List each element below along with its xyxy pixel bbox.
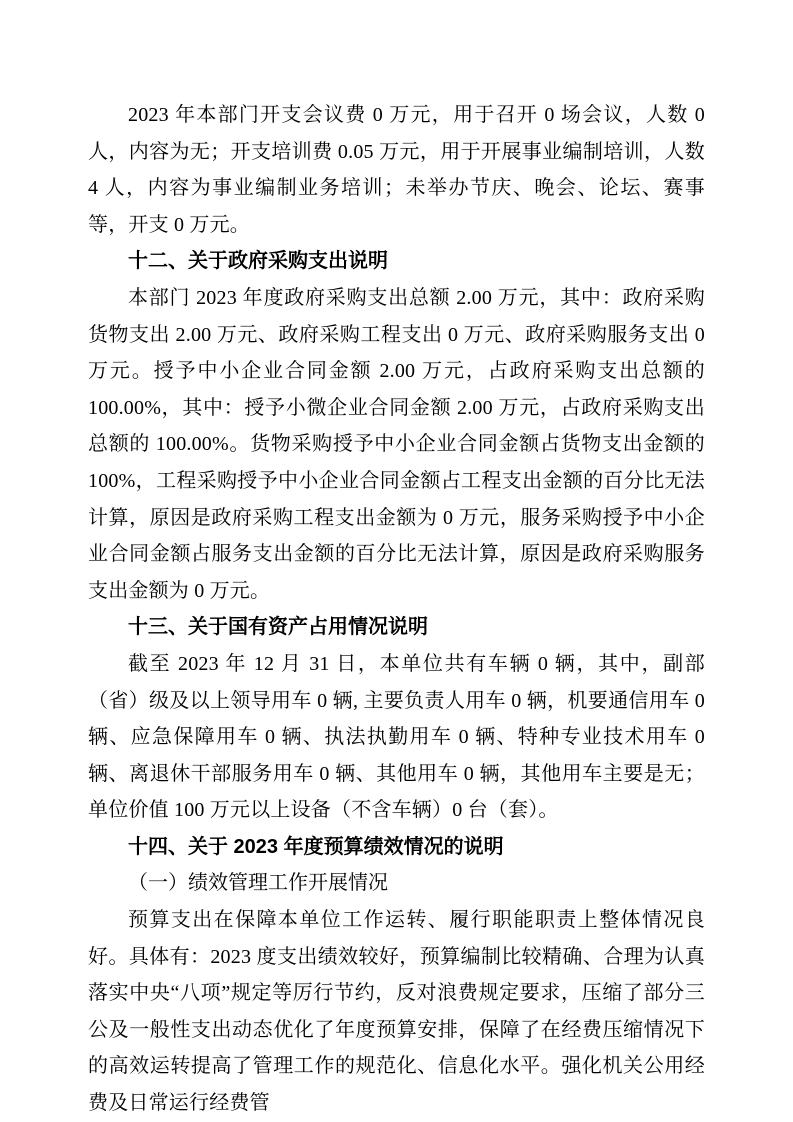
paragraph-meeting-training-expense: 2023 年本部门开支会议费 0 万元，用于召开 0 场会议，人数 0 人，内容为无；开支培训费 0.05 万元，用于开展事业编制培训，人数 4 人，内容为事业编制业务培训；未举办节庆、晚会、论坛、赛事等，开支 0 万元。 bbox=[88, 104, 705, 236]
subsection-heading-performance-management: （一）绩效管理工作开展情况 bbox=[128, 872, 388, 895]
paragraph-government-procurement-detail: 本部门 2023 年度政府采购支出总额 2.00 万元，其中：政府采购货物支出 2.00 万元、政府采购工程支出 0 万元、政府采购服务支出 0 万元。授予中小企业合同金额 2.00 万元，占政府采购支出总额的 100.00%，其中：授予小微企业合同金额 2.00 万元，占政府采购支出总额的 100.00%。货物采购授予中小企业合同金额占货物支出金额的 100%，工程采购授予中小企业合同金额占工程支出金额的百分比无法计算，原因是政府采购工程支出金额为 0 万元，服务采购授予中小企业合同金额占服务支出金额的百分比无法计算，原因是政府采购服务支出金额为 0 万元。 bbox=[88, 286, 705, 602]
paragraph-state-owned-assets-detail: 截至 2023 年 12 月 31 日，本单位共有车辆 0 辆，其中，副部（省）级及以上领导用车 0 辆, 主要负责人用车 0 辆，机要通信用车 0 辆、应急保障用车 0 辆、执法执勤用车 0 辆、特种专业技术用车 0 辆、离退休干部服务用车 0 辆、其他用车 0 辆，其他用车主要是无；单位价值 100 万元以上设备（不含车辆）0 台（套）。 bbox=[88, 652, 705, 822]
section-heading-12-government-procurement: 十二、关于政府采购支出说明 bbox=[128, 250, 388, 273]
section-heading-13-state-owned-assets: 十三、关于国有资产占用情况说明 bbox=[128, 616, 428, 639]
paragraph-performance-management-detail: 预算支出在保障本单位工作运转、履行职能职责上整体情况良好。具体有：2023 度支出绩效较好，预算编制比较精确、合理为认真落实中央“八项”规定等厉行节约，反对浪费规定要求，压缩了部分三公及一般性支出动态优化了年度预算安排，保障了在经费压缩情况下的高效运转提高了管理工作的规范化、信息化水平。强化机关公用经费及日常运行经费管 bbox=[88, 909, 705, 1115]
section-heading-14-budget-performance: 十四、关于 2023 年度预算绩效情况的说明 bbox=[128, 835, 504, 858]
document-body bbox=[88, 97, 705, 1122]
